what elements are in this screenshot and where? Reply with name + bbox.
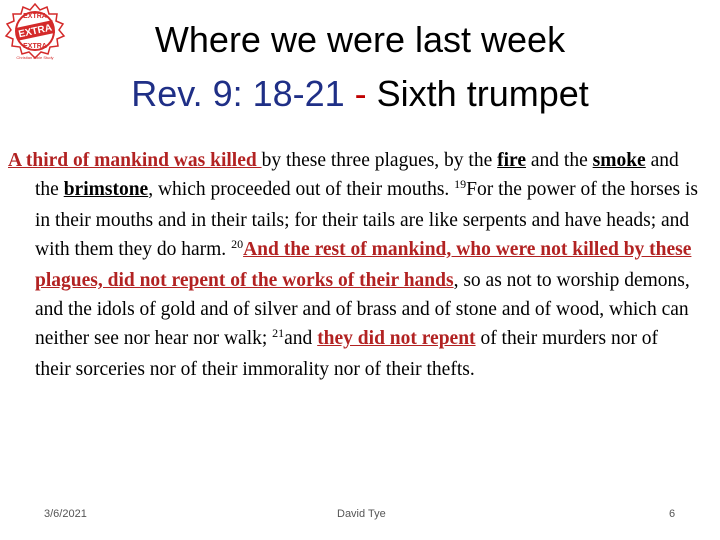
passage-text: and the [35,150,679,200]
verse-number: 19 [454,177,467,191]
logo-center-text: EXTRA [17,22,54,41]
scripture-passage [8,146,698,384]
passage-text: , which proceeded out of their mouths. [148,179,455,200]
highlight-they-did-not-repent: they did not repent [317,328,476,349]
passage-text: and the [526,150,593,171]
logo-top-text: EXTRA [23,13,47,20]
passage-text: and [284,328,318,349]
slide-title: Where we were last week [154,19,566,60]
logo-caption: Christian Bible Study [16,55,54,60]
passage-text: by these three plagues, by the [261,150,498,171]
highlight-third-killed: A third of mankind was killed [8,150,262,171]
subtitle-topic: Sixth trumpet [376,73,589,114]
scripture-reference: Rev. 9: 18-21 [131,73,345,114]
passage-text: For the power of the horses is in their mouths and in their tails; for their tails are like serpents and have heads; and with them they do harm. [35,179,698,260]
passage-text: , so as not to worship demons, and the idols of gold and of silver and of brass and of stone and of wood, which can neither see nor hear nor walk; [35,270,690,349]
footer-date: 3/6/2021 [44,508,87,520]
slide-number: 6 [669,508,676,520]
slide-subtitle [80,72,640,116]
emphasis-smoke: smoke [592,150,646,171]
highlight-did-not-repent: And the rest of mankind, who were not killed by these plagues, did not repent of the works of their hands [35,239,692,291]
footer-author: David Tye [337,508,386,520]
verse-number: 20 [231,237,244,251]
logo-bottom-text: EXTRA [23,43,47,50]
extra-logo [2,2,68,60]
emphasis-fire: fire [497,150,527,171]
passage-text: of their murders nor of their sorceries nor of their immorality nor of their thefts. [35,328,659,380]
emphasis-brimstone: brimstone [63,179,149,200]
verse-number: 21 [272,326,285,340]
subtitle-dash: - [344,73,377,114]
passage-paragraph [8,146,698,384]
